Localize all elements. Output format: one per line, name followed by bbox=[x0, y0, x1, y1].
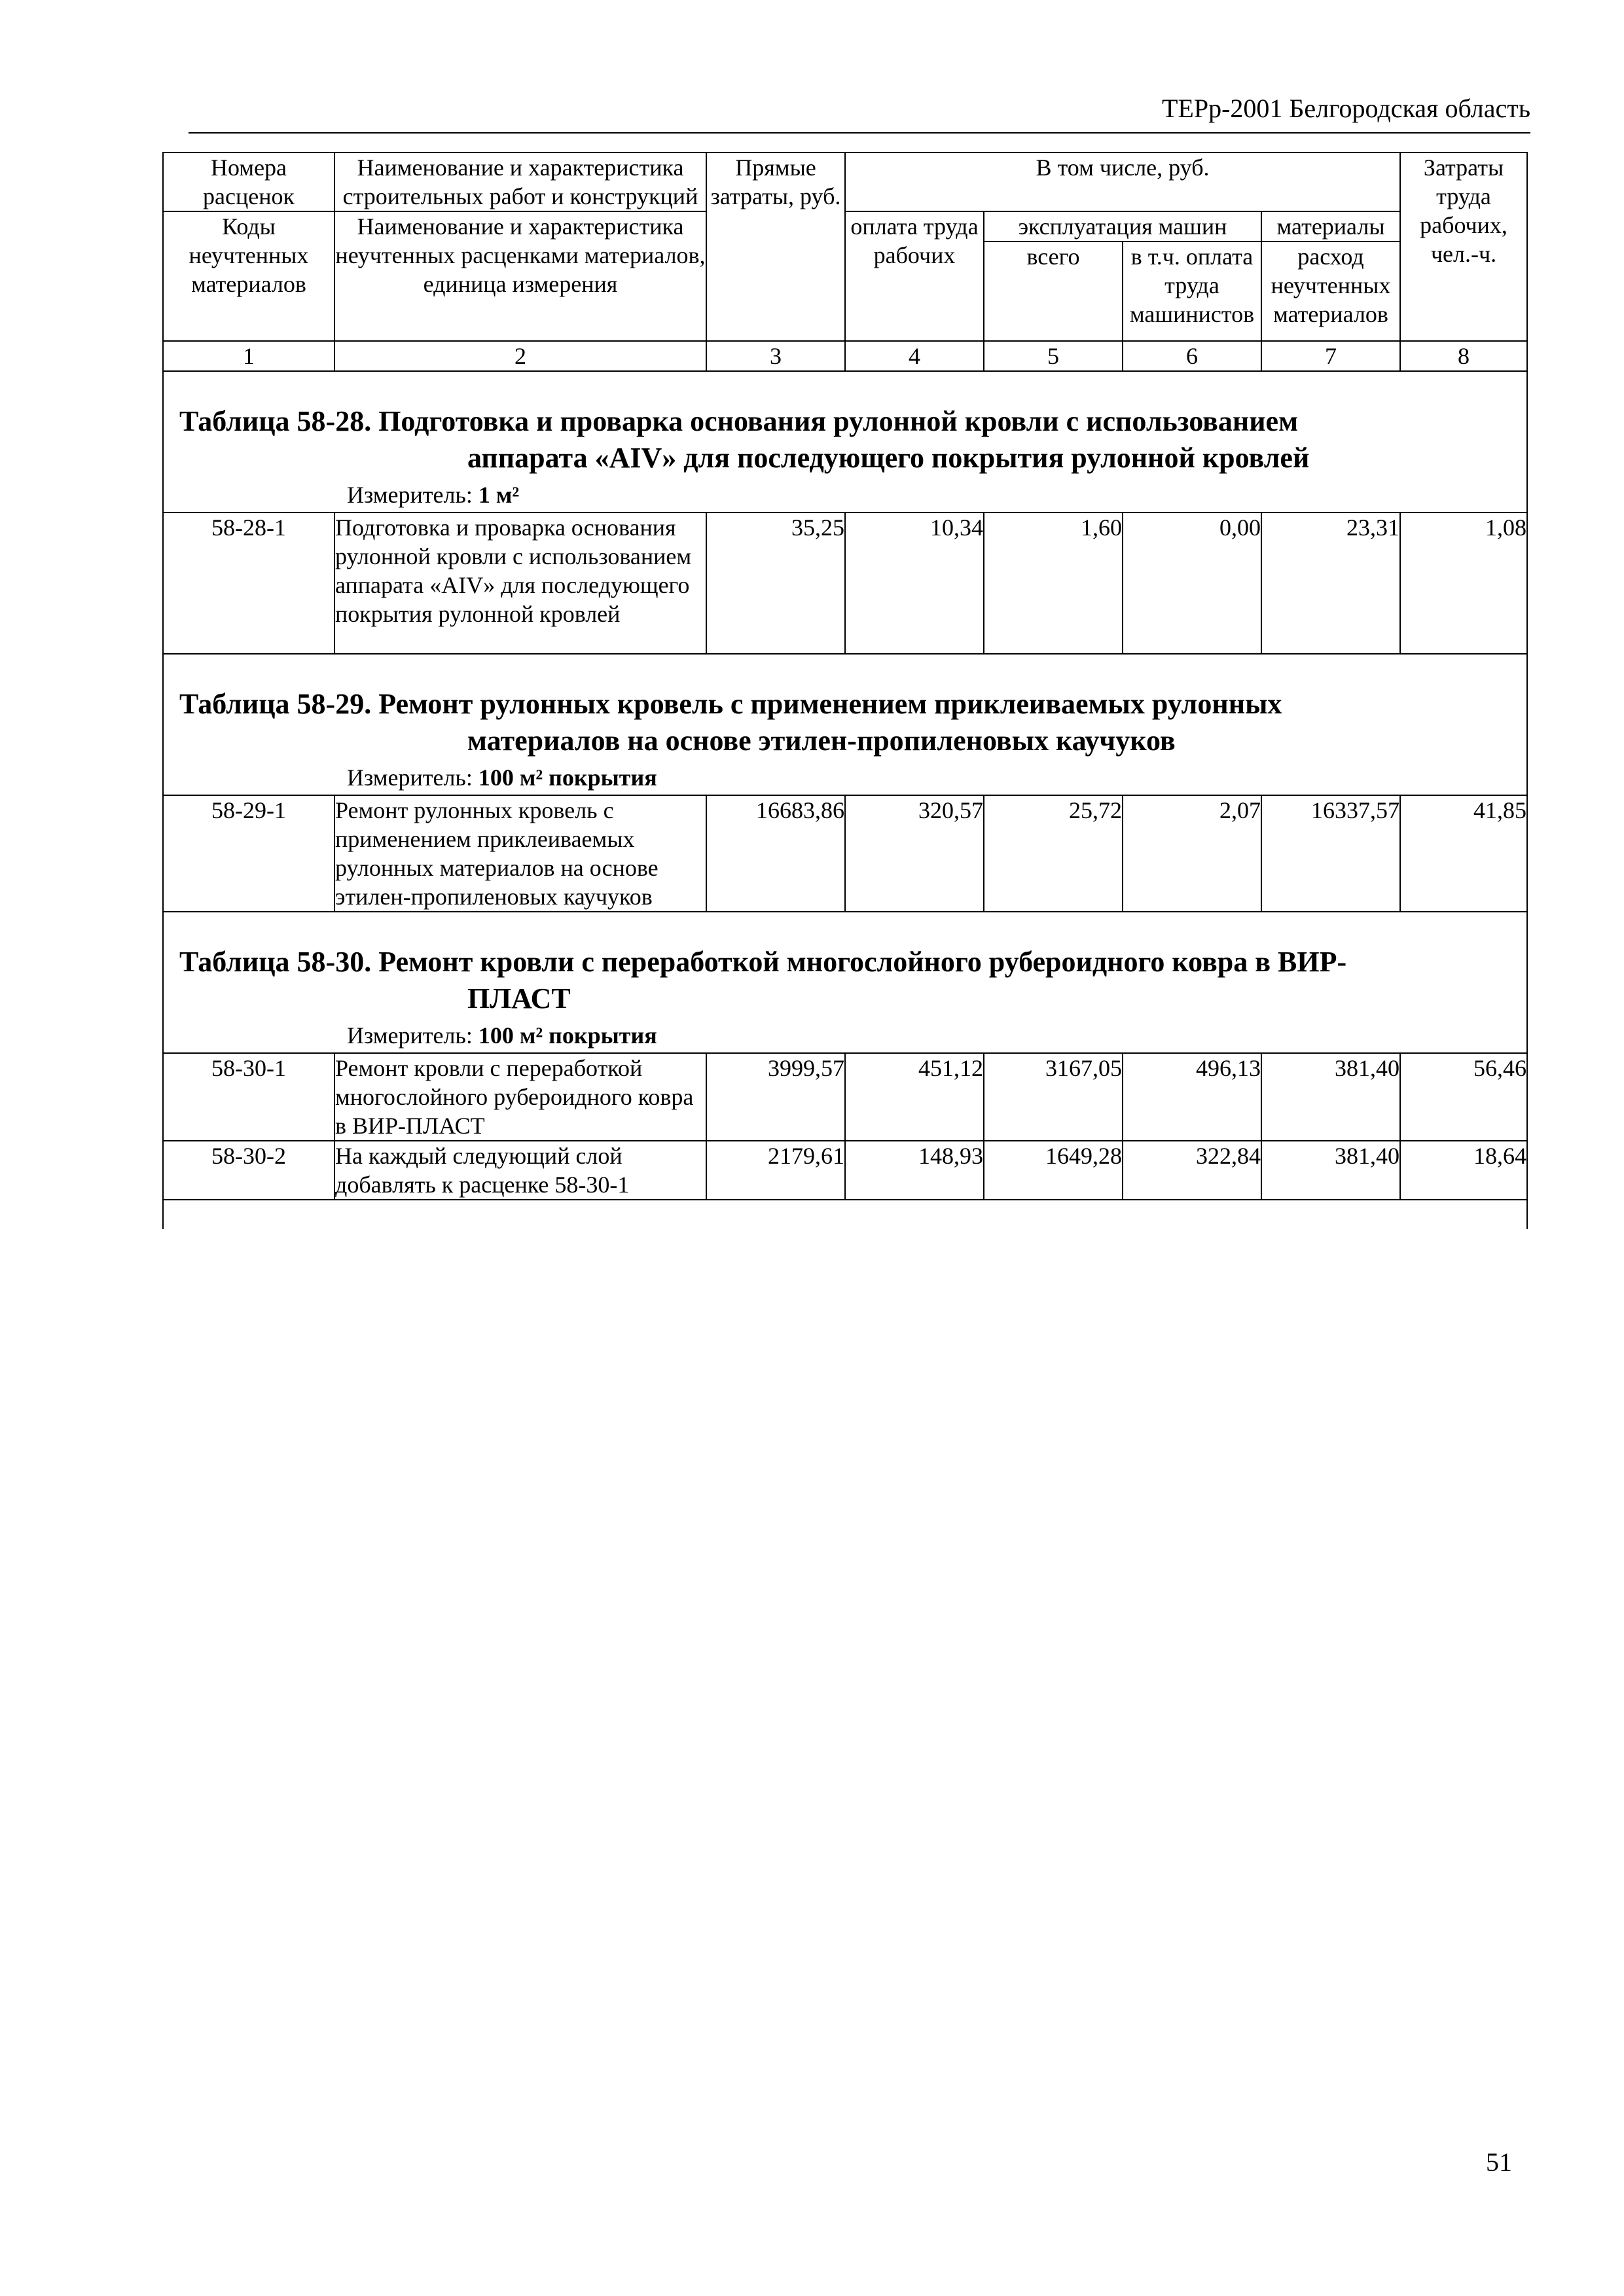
rate-code: 58-30-2 bbox=[163, 1141, 334, 1200]
rates-table bbox=[162, 152, 1528, 1229]
section-title-row bbox=[163, 371, 1527, 512]
header-machines: эксплуатация машин bbox=[984, 211, 1261, 242]
table-row bbox=[163, 1141, 1527, 1200]
rate-name: На каждый следующий слой добавлять к расценке 58-30-1 bbox=[334, 1141, 706, 1200]
column-number: 6 bbox=[1123, 341, 1261, 371]
rate-name: Подготовка и проварка основания рулонной кровли с использованием аппарата «AIV» для последующего покрытия рулонной кровлей bbox=[334, 512, 706, 654]
header-machines-total: всего bbox=[984, 242, 1123, 341]
section-meter bbox=[164, 759, 1526, 795]
header-numbers-row bbox=[163, 341, 1527, 371]
materials-cost: 16337,57 bbox=[1261, 795, 1400, 912]
rate-name: Ремонт кровли с переработкой многослойного рубероидного ковра в ВИР-ПЛАСТ bbox=[334, 1053, 706, 1141]
table-row bbox=[163, 1053, 1527, 1141]
header-material-names: Наименование и характеристика неучтенных расценками материалов, единица измерения bbox=[334, 211, 706, 341]
table-continuation-cell bbox=[163, 1200, 1527, 1229]
header-material-codes: Коды неучтенных материалов bbox=[163, 211, 334, 341]
labor-pay: 148,93 bbox=[845, 1141, 984, 1200]
labor-hours: 56,46 bbox=[1400, 1053, 1527, 1141]
section-title-line1: Таблица 58-30. Ремонт кровли с переработкой многослойного рубероидного ковра в ВИР- bbox=[179, 946, 1347, 978]
section-title-line2: ПЛАСТ bbox=[467, 982, 571, 1014]
column-number: 5 bbox=[984, 341, 1123, 371]
section-title-cell bbox=[163, 371, 1527, 512]
header-work-name: Наименование и характеристика строительных работ и конструкций bbox=[334, 152, 706, 211]
direct-costs: 2179,61 bbox=[706, 1141, 845, 1200]
header-including: В том числе, руб. bbox=[845, 152, 1400, 211]
section-title-line2: аппарата «AIV» для последующего покрытия рулонной кровлей bbox=[467, 442, 1310, 474]
labor-hours: 1,08 bbox=[1400, 512, 1527, 654]
meter-label: Измеритель: bbox=[347, 764, 473, 791]
labor-pay: 10,34 bbox=[845, 512, 984, 654]
section-title-cell bbox=[163, 912, 1527, 1053]
machinists-pay: 496,13 bbox=[1123, 1053, 1261, 1141]
table-row bbox=[163, 512, 1527, 654]
header-materials: материалы bbox=[1261, 211, 1400, 242]
running-header-title: ТЕРр-2001 Белгородская область bbox=[1161, 94, 1530, 123]
machinists-pay: 2,07 bbox=[1123, 795, 1261, 912]
meter-value: 1 м² bbox=[478, 482, 520, 508]
section-title-line1: Таблица 58-29. Ремонт рулонных кровель с применением приклеиваемых рулонных bbox=[179, 688, 1282, 720]
meter-label: Измеритель: bbox=[347, 482, 473, 508]
section-title-row bbox=[163, 654, 1527, 795]
rate-code: 58-29-1 bbox=[163, 795, 334, 912]
section-title-cell bbox=[163, 654, 1527, 795]
rate-name: Ремонт рулонных кровель с применением приклеиваемых рулонных материалов на основе этилен-пропиленовых каучуков bbox=[334, 795, 706, 912]
section-title bbox=[164, 912, 1526, 1017]
machines-total: 3167,05 bbox=[984, 1053, 1123, 1141]
section-title bbox=[164, 655, 1526, 759]
meter-value: 100 м² покрытия bbox=[478, 764, 657, 791]
column-number: 7 bbox=[1261, 341, 1400, 371]
column-number: 8 bbox=[1400, 341, 1527, 371]
section-title-row bbox=[163, 912, 1527, 1053]
direct-costs: 3999,57 bbox=[706, 1053, 845, 1141]
header-rate-numbers: Номера расценок bbox=[163, 152, 334, 211]
table-continuation bbox=[163, 1200, 1527, 1229]
machines-total: 1649,28 bbox=[984, 1141, 1123, 1200]
page-number: 51 bbox=[1486, 2147, 1512, 2177]
materials-cost: 381,40 bbox=[1261, 1141, 1400, 1200]
header-row-1 bbox=[163, 152, 1527, 211]
materials-cost: 381,40 bbox=[1261, 1053, 1400, 1141]
materials-cost: 23,31 bbox=[1261, 512, 1400, 654]
direct-costs: 35,25 bbox=[706, 512, 845, 654]
header-row-2 bbox=[163, 211, 1527, 242]
header-direct-costs: Прямые затраты, руб. bbox=[706, 152, 845, 341]
column-number: 3 bbox=[706, 341, 845, 371]
direct-costs: 16683,86 bbox=[706, 795, 845, 912]
header-labor-hours: Затраты труда рабочих, чел.-ч. bbox=[1400, 152, 1527, 341]
column-number: 1 bbox=[163, 341, 334, 371]
labor-pay: 451,12 bbox=[845, 1053, 984, 1141]
section-meter bbox=[164, 476, 1526, 512]
machinists-pay: 322,84 bbox=[1123, 1141, 1261, 1200]
machines-total: 25,72 bbox=[984, 795, 1123, 912]
labor-pay: 320,57 bbox=[845, 795, 984, 912]
column-number: 4 bbox=[845, 341, 984, 371]
table-row bbox=[163, 795, 1527, 912]
meter-value: 100 м² покрытия bbox=[478, 1022, 657, 1049]
labor-hours: 41,85 bbox=[1400, 795, 1527, 912]
column-number: 2 bbox=[334, 341, 706, 371]
section-title-line2: материалов на основе этилен-пропиленовых каучуков bbox=[467, 725, 1176, 757]
machines-total: 1,60 bbox=[984, 512, 1123, 654]
labor-hours: 18,64 bbox=[1400, 1141, 1527, 1200]
section-meter bbox=[164, 1017, 1526, 1052]
machinists-pay: 0,00 bbox=[1123, 512, 1261, 654]
section-title-line1: Таблица 58-28. Подготовка и проварка основания рулонной кровли с использованием bbox=[179, 405, 1299, 437]
rate-code: 58-30-1 bbox=[163, 1053, 334, 1141]
running-header bbox=[189, 92, 1530, 134]
header-labor-pay: оплата труда рабочих bbox=[845, 211, 984, 341]
meter-label: Измеритель: bbox=[347, 1022, 473, 1049]
section-title bbox=[164, 372, 1526, 476]
header-machinists-pay: в т.ч. оплата труда машинистов bbox=[1123, 242, 1261, 341]
rate-code: 58-28-1 bbox=[163, 512, 334, 654]
header-unaccounted-materials: расход неучтенных материалов bbox=[1261, 242, 1400, 341]
